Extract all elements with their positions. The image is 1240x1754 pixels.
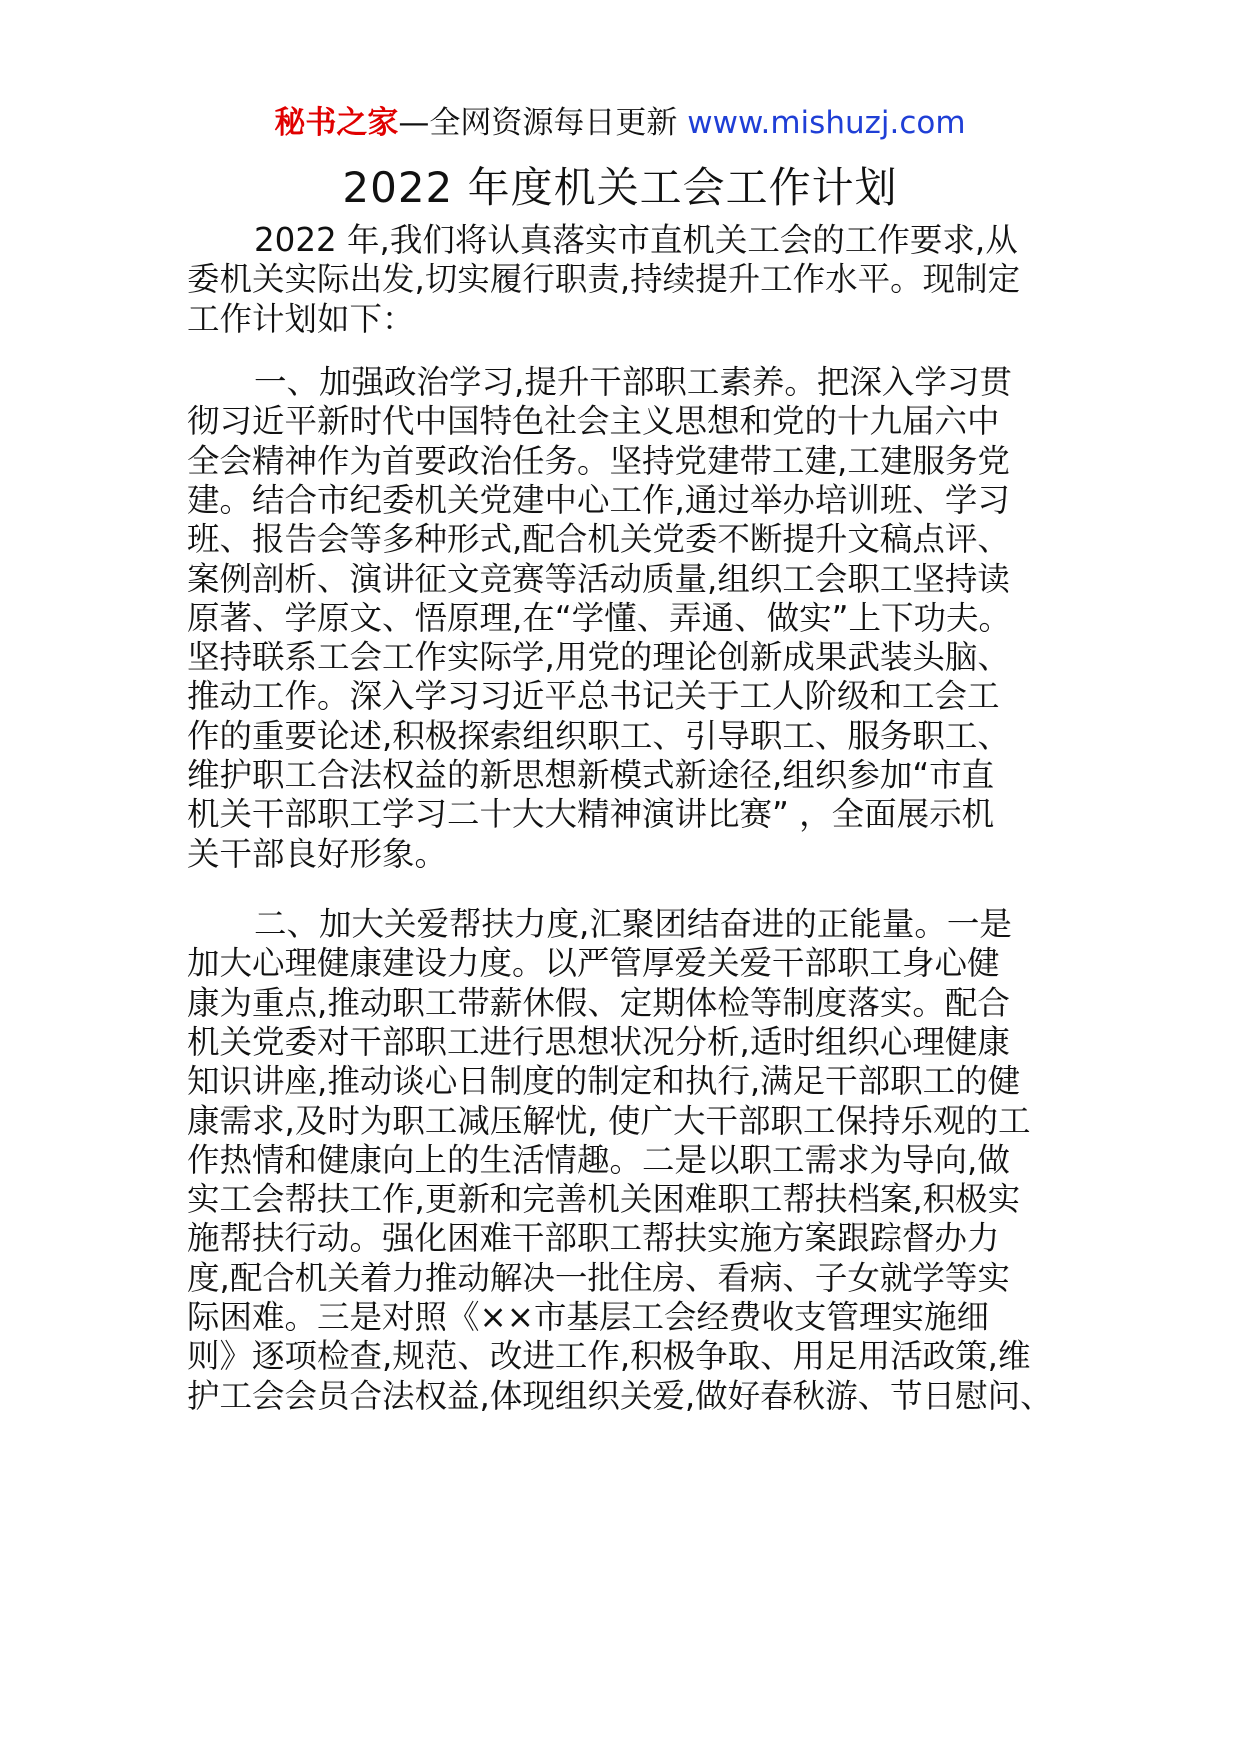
paragraph-line: 机关干部职工学习二十大大精神演讲比赛” ，全面展示机 (187, 795, 995, 834)
paragraph-line: 护工会会员合法权益,体现组织关爱,做好春秋游、节日慰问、 (187, 1376, 1053, 1415)
paragraph-line: 全会精神作为首要政治任务。坚持党建带工建,工建服务党 (187, 441, 1010, 480)
paragraph-line: 彻习近平新时代中国特色社会主义思想和党的十九届六中 (187, 402, 1000, 441)
paragraph-line: 关干部良好形象。 (187, 834, 448, 873)
paragraph-line: 工作计划如下： (187, 299, 415, 338)
paragraph-line: 一、加强政治学习,提升干部职工素养。把深入学习贯 (254, 363, 1012, 401)
header-tagline: —全网资源每日更新 (398, 105, 678, 141)
paragraph-line: 作热情和健康向上的生活情趣。二是以职工需求为导向,做 (187, 1140, 1010, 1179)
site-header (0, 100, 1240, 146)
paragraph-line: 则》逐项检查,规范、改进工作,积极争取、用足用活政策,维 (187, 1337, 1031, 1376)
brand-name: 秘书之家 (274, 105, 399, 141)
paragraph-line: 推动工作。深入学习习近平总书记关于工人阶级和工会工 (187, 677, 1000, 716)
paragraph-line: 际困难。三是对照《××市基层工会经费收支管理实施细 (187, 1298, 989, 1336)
paragraph-line: 作的重要论述,积极探索组织职工、引导职工、服务职工、 (187, 716, 1010, 755)
paragraph-line: 建。结合市纪委机关党建中心工作,通过举办培训班、学习 (187, 480, 1010, 519)
paragraph-line: 班、报告会等多种形式,配合机关党委不断提升文稿点评、 (187, 520, 1010, 559)
paragraph-line: 康为重点,推动职工带薪休假、定期体检等制度落实。配合 (187, 983, 1010, 1022)
paragraph-line: 委机关实际出发,切实履行职责,持续提升工作水平。现制定 (187, 260, 1021, 299)
paragraph-line: 知识讲座,推动谈心日制度的制定和执行,满足干部职工的健 (187, 1062, 1021, 1101)
paragraph-line: 加大心理健康建设力度。以严管厚爱关爱干部职工身心健 (187, 944, 1000, 983)
paragraph-line: 维护职工合法权益的新思想新模式新途径,组织参加“市直 (187, 756, 995, 794)
paragraph-line: 坚持联系工会工作实际学,用党的理论创新成果武装头脑、 (187, 638, 1010, 677)
paragraph-line: 二、加大关爱帮扶力度,汇聚团结奋进的正能量。一是 (254, 905, 1012, 943)
paragraph-line: 康需求,及时为职工减压解忧, 使广大干部职工保持乐观的工 (187, 1101, 1031, 1140)
paragraph-line: 施帮扶行动。强化困难干部职工帮扶实施方案跟踪督办力 (187, 1219, 1000, 1258)
paragraph-line: 案例剖析、演讲征文竞赛等活动质量,组织工会职工坚持读 (187, 559, 1010, 598)
document-title: 2022 年度机关工会工作计划 (342, 163, 898, 212)
paragraph-line: 度,配合机关着力推动解决一批住房、看病、子女就学等实 (187, 1258, 1010, 1297)
site-url-link[interactable]: www.mishuzj.com (687, 105, 966, 141)
paragraph-line: 实工会帮扶工作,更新和完善机关困难职工帮扶档案,积极实 (187, 1180, 1021, 1219)
paragraph-line: 2022 年,我们将认真落实市直机关工会的工作要求,从 (254, 221, 1018, 259)
paragraph-line: 机关党委对干部职工进行思想状况分析,适时组织心理健康 (187, 1022, 1010, 1061)
paragraph-line: 原著、学原文、悟原理,在“学懂、弄通、做实”上下功夫。 (187, 598, 1012, 637)
